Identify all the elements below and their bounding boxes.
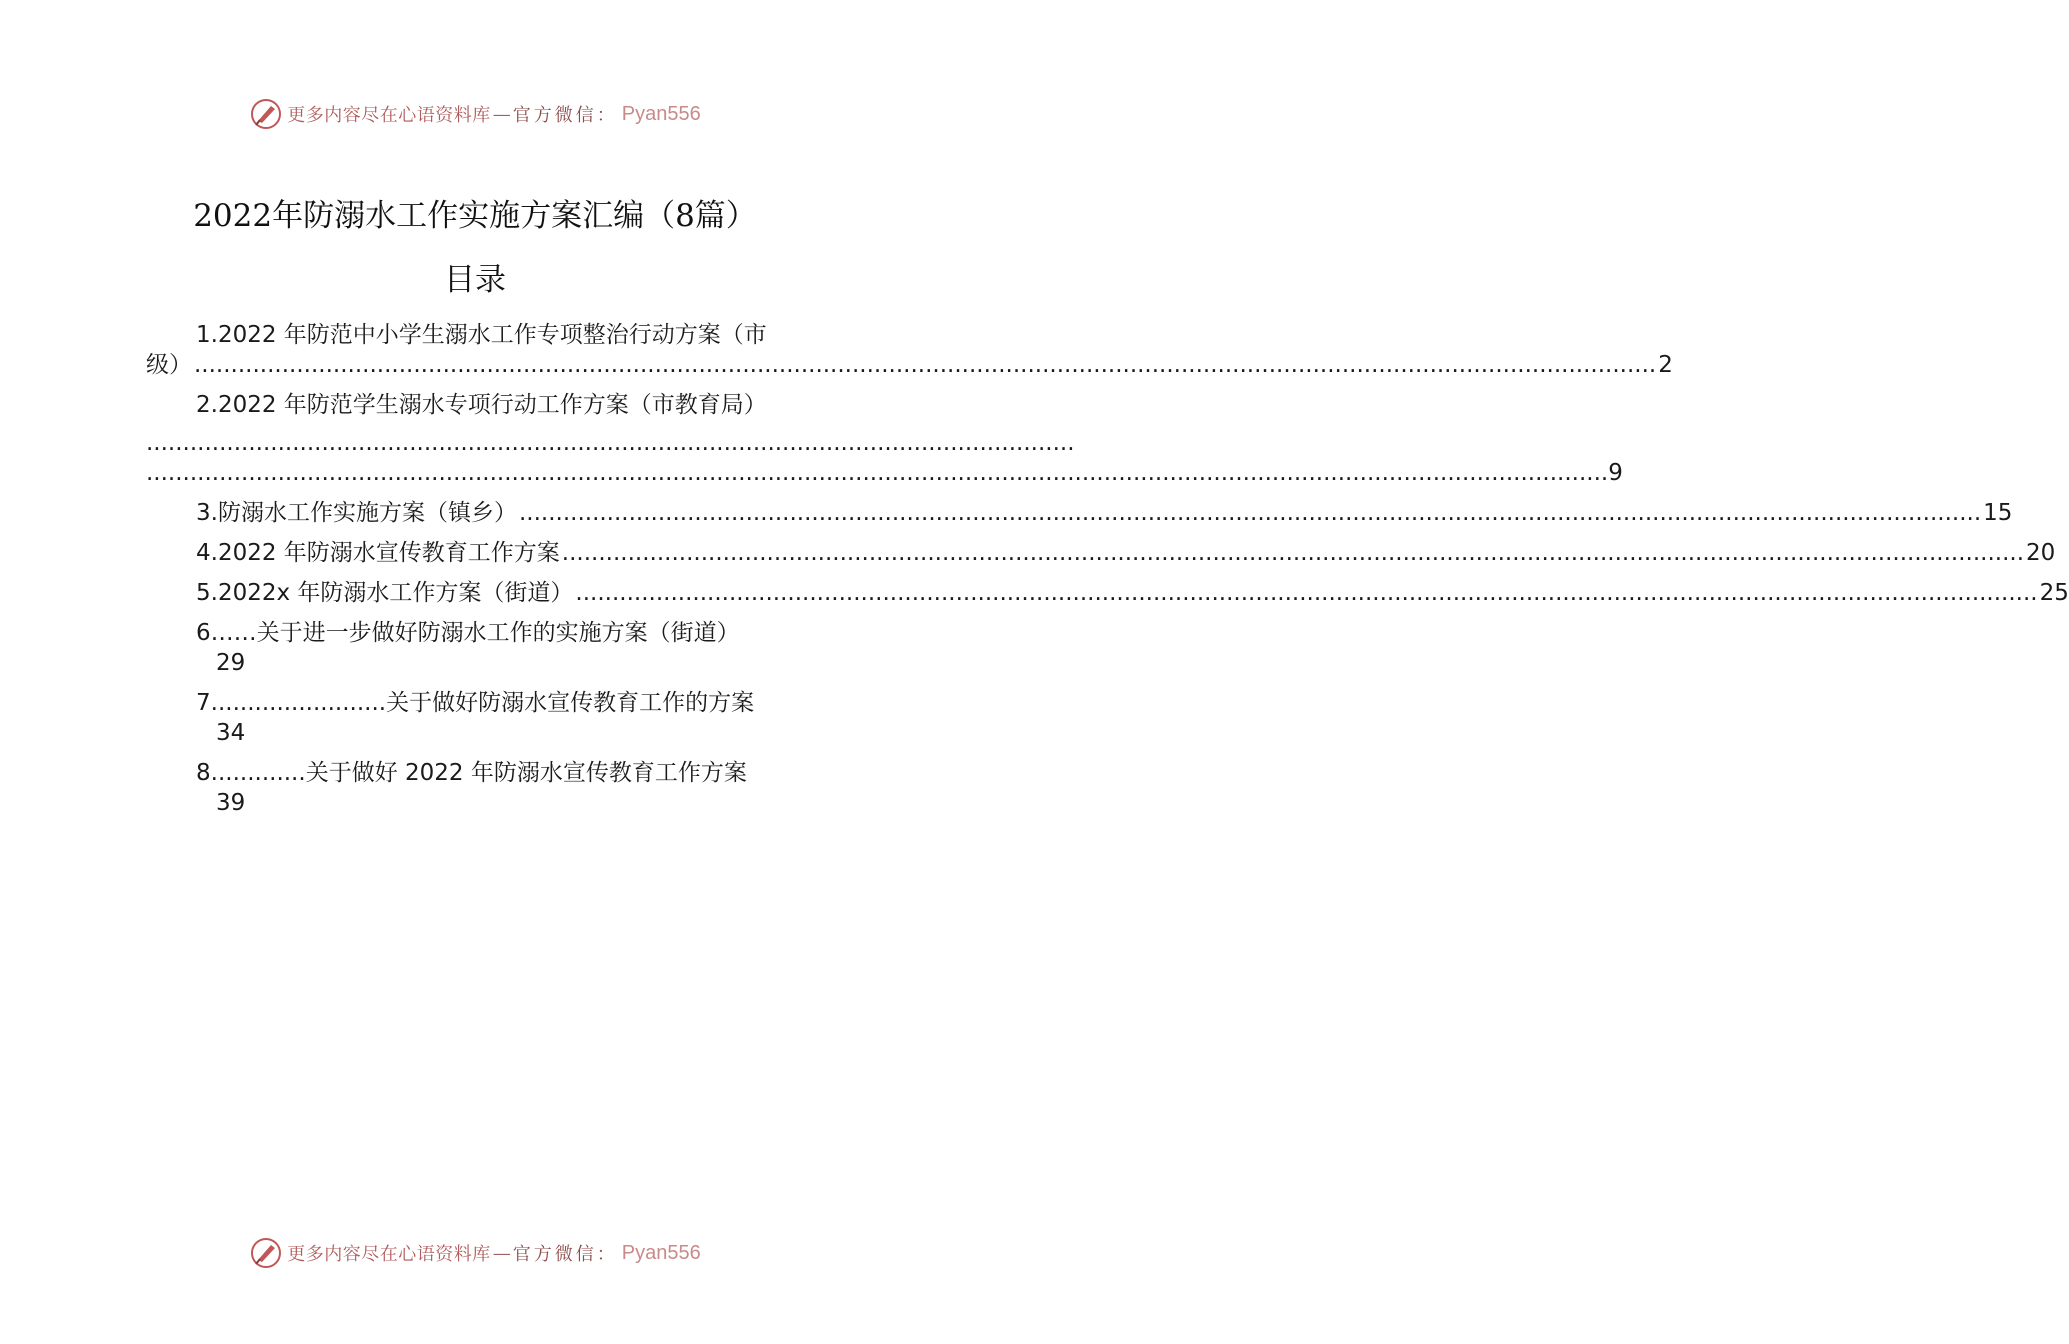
toc-entry-6[interactable]: [146, 618, 816, 678]
toc-entry-8-page: 39: [216, 790, 246, 816]
toc-entry-3[interactable]: [146, 498, 2013, 528]
toc-entry-5-title: 5.2022x 年防溺水工作方案（街道）: [196, 580, 574, 606]
toc-entry-3-title: 3.防溺水工作实施方案（镇乡）: [196, 500, 517, 526]
toc-entry-4-page: 20: [2026, 540, 2056, 566]
toc-entry-6-title: 关于进一步做好防溺水工作的实施方案（街道）: [256, 620, 740, 646]
toc-leader-dots: [575, 578, 2037, 608]
watermark-id: Pyan556: [621, 1241, 701, 1264]
watermark-text: 更多内容尽在心语资料库: [287, 105, 491, 126]
document-title: 2022年防溺水工作实施方案汇编（8篇）: [193, 198, 757, 234]
watermark-text: 更多内容尽在心语资料库: [287, 1244, 491, 1265]
toc-entry-5[interactable]: [146, 578, 2069, 608]
toc-leader-dots: [194, 350, 1656, 380]
watermark-id: Pyan556: [621, 102, 701, 125]
toc-entry-2-title: 2.2022 年防范学生溺水专项行动工作方案（市教育局）: [196, 392, 767, 418]
toc-entry-1-title: 1.2022 年防范中小学生溺水工作专项整治行动方案（市: [196, 322, 767, 348]
toc-entry-3-page: 15: [1983, 500, 2013, 526]
toc-entry-2-page: 9: [1608, 460, 1623, 486]
toc-entry-4[interactable]: [146, 538, 2056, 568]
toc-entry-1-page: 2: [1658, 352, 1673, 378]
toc-entry-2[interactable]: [146, 390, 1623, 488]
quill-logo-icon: [249, 97, 283, 131]
toc-entry-6-page: 29: [216, 650, 246, 676]
watermark-label: 官方微信：: [512, 105, 618, 126]
watermark-dash: —: [492, 1242, 511, 1264]
toc-entry-4-title: 4.2022 年防溺水宣传教育工作方案: [196, 540, 560, 566]
toc-entry-6-number: 6: [196, 620, 211, 646]
toc-entry-1[interactable]: [146, 320, 1673, 380]
toc-entry-8-title: 关于做好 2022 年防溺水宣传教育工作方案: [305, 760, 747, 786]
toc-leader-dots: ……: [210, 620, 257, 646]
toc-leader-dots: ........................: [210, 690, 387, 716]
table-of-contents: [146, 320, 2069, 828]
toc-entry-7-title: 关于做好防溺水宣传教育工作的方案: [386, 690, 755, 716]
toc-leader-dots: [146, 458, 1608, 488]
toc-entry-5-page: 25: [2039, 580, 2069, 606]
toc-leader-dots: [562, 538, 2024, 568]
quill-logo-icon: [249, 1236, 283, 1270]
toc-leader-dots: ...............................................................................................................................: [146, 430, 1075, 456]
toc-entry-7-page: 34: [216, 720, 246, 746]
toc-entry-8-number: 8: [196, 760, 211, 786]
toc-entry-7[interactable]: [146, 688, 816, 748]
toc-entry-7-number: 7: [196, 690, 211, 716]
footer-watermark: [0, 1233, 950, 1273]
toc-leader-dots: [519, 498, 1981, 528]
toc-entry-8[interactable]: [146, 758, 816, 818]
watermark-label: 官方微信：: [512, 1244, 618, 1265]
toc-leader-dots: .............: [210, 760, 306, 786]
toc-entry-1-title-cont: 级）: [146, 352, 192, 378]
header-watermark: [0, 94, 950, 134]
toc-heading: 目录: [444, 262, 506, 298]
watermark-dash: —: [492, 103, 511, 125]
